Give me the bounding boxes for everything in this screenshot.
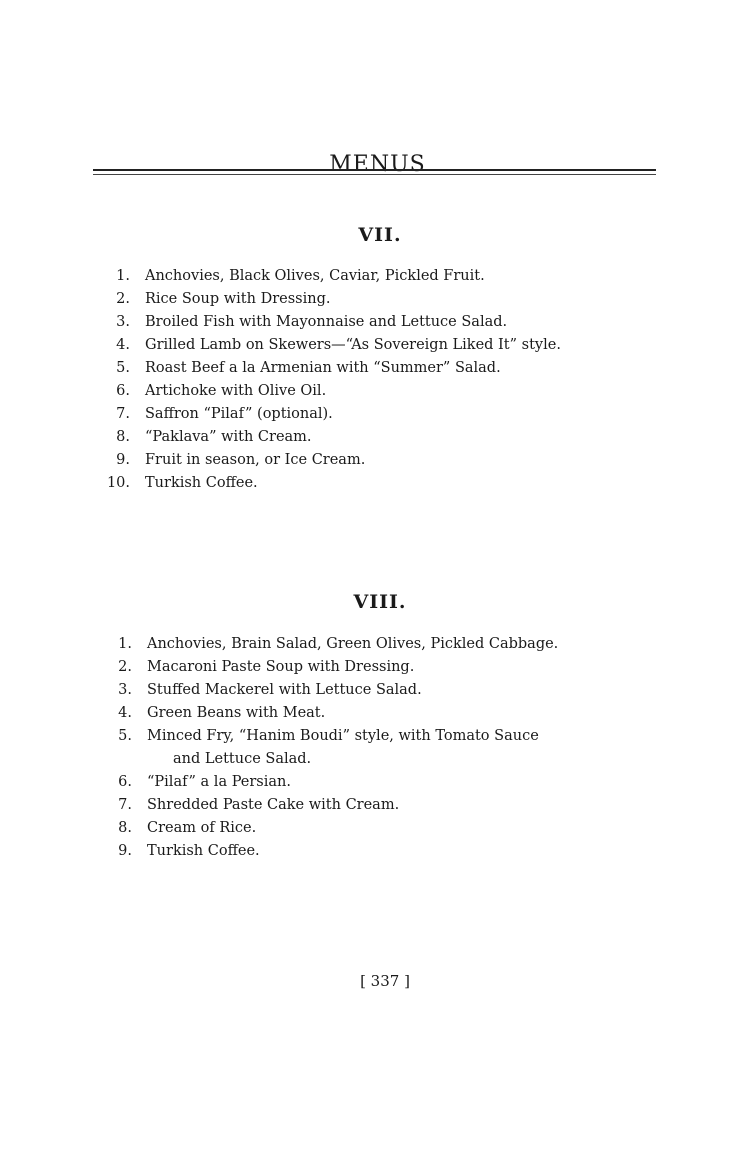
item-text: Saffron “Pilaf” (optional).	[145, 406, 333, 422]
item-text: Green Beans with Meat.	[147, 705, 326, 721]
list-item	[102, 657, 672, 680]
item-number: 6.	[116, 383, 130, 399]
list-item	[102, 818, 672, 841]
item-number: 9.	[118, 843, 132, 859]
list-item	[100, 335, 670, 358]
menu-vii-list	[100, 266, 670, 496]
list-item	[102, 726, 672, 772]
item-text: “Paklava” with Cream.	[145, 429, 312, 445]
list-item	[100, 404, 670, 427]
title-rule-thick	[93, 169, 656, 171]
item-text: Roast Beef a la Armenian with “Summer” Salad.	[145, 360, 501, 376]
item-text: Broiled Fish with Mayonnaise and Lettuce Salad.	[145, 314, 508, 330]
list-item	[100, 450, 670, 473]
item-number: 4.	[116, 337, 130, 353]
item-number: 1.	[118, 636, 132, 652]
item-number: 7.	[116, 406, 130, 422]
list-item	[102, 703, 672, 726]
list-item	[100, 312, 670, 335]
item-number: 6.	[118, 774, 132, 790]
item-text: Cream of Rice.	[147, 820, 257, 836]
item-text: Turkish Coffee.	[147, 843, 260, 859]
title-rule-thin	[93, 174, 656, 175]
item-text: Anchovies, Black Olives, Caviar, Pickled Fruit.	[145, 268, 485, 284]
item-text: Turkish Coffee.	[145, 475, 258, 491]
list-item	[102, 680, 672, 703]
item-number: 2.	[116, 291, 130, 307]
item-text: Rice Soup with Dressing.	[145, 291, 331, 307]
item-text	[147, 725, 660, 771]
item-number: 5.	[116, 360, 130, 376]
menu-viii-list	[102, 634, 672, 864]
page-number: [ 337 ]	[360, 972, 410, 990]
list-item	[102, 795, 672, 818]
list-item	[102, 634, 672, 657]
item-number: 8.	[118, 820, 132, 836]
list-item	[100, 381, 670, 404]
item-number: 1.	[116, 268, 130, 284]
item-text-line: Minced Fry, “Hanim Boudi” style, with Tomato Sauce	[147, 728, 539, 744]
list-item	[100, 427, 670, 450]
item-number: 3.	[116, 314, 130, 330]
list-item	[102, 841, 672, 864]
item-number: 7.	[118, 797, 132, 813]
item-text: Anchovies, Brain Salad, Green Olives, Pickled Cabbage.	[147, 636, 559, 652]
menu-vii-heading: VII.	[358, 224, 402, 246]
page-title: MENUS	[329, 151, 426, 177]
item-text-continuation: and Lettuce Salad.	[173, 751, 312, 767]
list-item	[100, 289, 670, 312]
list-item	[102, 772, 672, 795]
item-text: Artichoke with Olive Oil.	[145, 383, 327, 399]
item-number: 4.	[118, 705, 132, 721]
item-text: Macaroni Paste Soup with Dressing.	[147, 659, 415, 675]
item-number: 2.	[118, 659, 132, 675]
item-number: 5.	[118, 728, 132, 744]
item-text: Shredded Paste Cake with Cream.	[147, 797, 400, 813]
item-text: Grilled Lamb on Skewers—“As Sovereign Liked It” style.	[145, 337, 561, 353]
item-text: “Pilaf” a la Persian.	[147, 774, 291, 790]
list-item	[100, 473, 670, 496]
item-text: Fruit in season, or Ice Cream.	[145, 452, 366, 468]
item-number: 3.	[118, 682, 132, 698]
item-number: 8.	[116, 429, 130, 445]
list-item	[100, 266, 670, 289]
item-number: 10.	[106, 475, 130, 491]
item-text: Stuffed Mackerel with Lettuce Salad.	[147, 682, 422, 698]
list-item	[100, 358, 670, 381]
item-number: 9.	[116, 452, 130, 468]
menu-viii-heading: VIII.	[353, 591, 407, 613]
